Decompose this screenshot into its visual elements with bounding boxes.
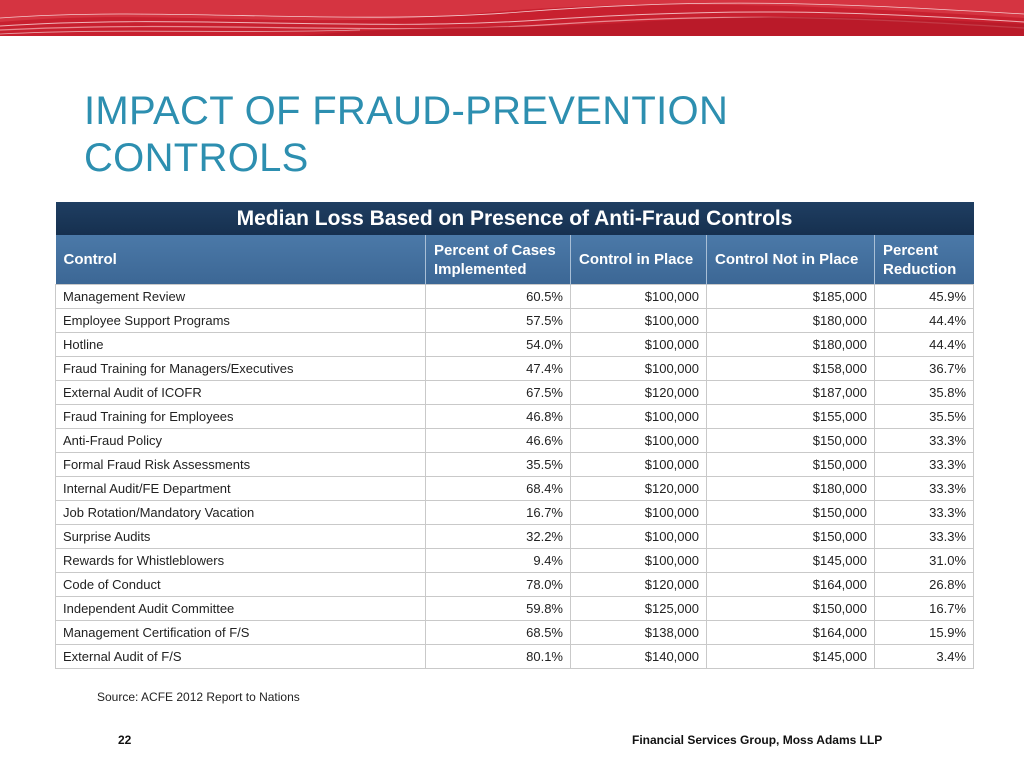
table-row [56,429,974,453]
control-name-cell: Anti-Fraud Policy [56,429,426,453]
slide-title-line-1: IMPACT OF FRAUD-PREVENTION [84,89,729,133]
control-name-cell: Management Certification of F/S [56,621,426,645]
control-name-cell: Surprise Audits [56,525,426,549]
page-number: 22 [118,733,132,747]
percent-cases-cell: 80.1% [426,645,571,669]
control-not-in-place-cell: $150,000 [707,453,875,477]
control-name-cell: Job Rotation/Mandatory Vacation [56,501,426,525]
percent-cases-cell: 16.7% [426,501,571,525]
percent-reduction-cell: 33.3% [875,501,974,525]
control-not-in-place-cell: $150,000 [707,501,875,525]
percent-reduction-cell: 33.3% [875,453,974,477]
control-in-place-cell: $120,000 [571,477,707,501]
column-header-control-not-in-place: Control Not in Place [707,235,875,285]
control-not-in-place-cell: $180,000 [707,477,875,501]
control-name-cell: Code of Conduct [56,573,426,597]
control-name-cell: Independent Audit Committee [56,597,426,621]
percent-cases-cell: 59.8% [426,597,571,621]
percent-cases-cell: 54.0% [426,333,571,357]
table-row [56,357,974,381]
percent-cases-cell: 46.6% [426,429,571,453]
table-row [56,405,974,429]
percent-cases-cell: 32.2% [426,525,571,549]
control-in-place-cell: $100,000 [571,453,707,477]
percent-reduction-cell: 26.8% [875,573,974,597]
control-not-in-place-cell: $180,000 [707,333,875,357]
percent-reduction-cell: 33.3% [875,525,974,549]
anti-fraud-controls-table-container [55,202,973,669]
control-in-place-cell: $100,000 [571,357,707,381]
control-not-in-place-cell: $158,000 [707,357,875,381]
percent-cases-cell: 68.5% [426,621,571,645]
percent-cases-cell: 47.4% [426,357,571,381]
slide-title [84,88,884,182]
table-row [56,645,974,669]
table-row [56,285,974,309]
column-header-percent-cases: Percent of Cases Implemented [426,235,571,285]
control-in-place-cell: $100,000 [571,285,707,309]
table-row [56,573,974,597]
control-name-cell: Fraud Training for Managers/Executives [56,357,426,381]
control-name-cell: External Audit of ICOFR [56,381,426,405]
control-not-in-place-cell: $155,000 [707,405,875,429]
percent-reduction-cell: 35.5% [875,405,974,429]
control-not-in-place-cell: $164,000 [707,621,875,645]
percent-reduction-cell: 35.8% [875,381,974,405]
table-row [56,381,974,405]
table-caption: Median Loss Based on Presence of Anti-Fraud Controls [56,202,974,235]
table-row [56,501,974,525]
percent-cases-cell: 60.5% [426,285,571,309]
control-name-cell: Hotline [56,333,426,357]
control-name-cell: Employee Support Programs [56,309,426,333]
percent-reduction-cell: 3.4% [875,645,974,669]
percent-reduction-cell: 16.7% [875,597,974,621]
table-row [56,621,974,645]
percent-reduction-cell: 31.0% [875,549,974,573]
table-row [56,333,974,357]
percent-reduction-cell: 44.4% [875,309,974,333]
control-in-place-cell: $100,000 [571,309,707,333]
control-not-in-place-cell: $180,000 [707,309,875,333]
control-name-cell: Fraud Training for Employees [56,405,426,429]
control-name-cell: Management Review [56,285,426,309]
percent-cases-cell: 68.4% [426,477,571,501]
table-row [56,309,974,333]
control-not-in-place-cell: $150,000 [707,525,875,549]
percent-reduction-cell: 15.9% [875,621,974,645]
table-row [56,597,974,621]
table-row [56,477,974,501]
control-not-in-place-cell: $150,000 [707,429,875,453]
percent-cases-cell: 78.0% [426,573,571,597]
table-row [56,549,974,573]
control-in-place-cell: $100,000 [571,549,707,573]
decorative-banner [0,0,1024,36]
column-header-control: Control [56,235,426,285]
control-name-cell: Rewards for Whistleblowers [56,549,426,573]
control-not-in-place-cell: $145,000 [707,549,875,573]
control-in-place-cell: $100,000 [571,405,707,429]
control-name-cell: Formal Fraud Risk Assessments [56,453,426,477]
control-not-in-place-cell: $187,000 [707,381,875,405]
footer-company: Financial Services Group, Moss Adams LLP [632,733,883,747]
percent-cases-cell: 35.5% [426,453,571,477]
slide-title-line-2: CONTROLS [84,136,309,180]
control-in-place-cell: $138,000 [571,621,707,645]
control-in-place-cell: $100,000 [571,429,707,453]
percent-reduction-cell: 44.4% [875,333,974,357]
control-in-place-cell: $120,000 [571,573,707,597]
table-header-row [56,235,974,285]
control-in-place-cell: $125,000 [571,597,707,621]
control-in-place-cell: $100,000 [571,333,707,357]
table-body [56,285,974,669]
percent-reduction-cell: 36.7% [875,357,974,381]
control-name-cell: Internal Audit/FE Department [56,477,426,501]
percent-reduction-cell: 45.9% [875,285,974,309]
percent-reduction-cell: 33.3% [875,477,974,501]
control-in-place-cell: $100,000 [571,525,707,549]
control-not-in-place-cell: $150,000 [707,597,875,621]
control-not-in-place-cell: $185,000 [707,285,875,309]
control-not-in-place-cell: $164,000 [707,573,875,597]
column-header-percent-reduction: Percent Reduction [875,235,974,285]
control-in-place-cell: $120,000 [571,381,707,405]
control-name-cell: External Audit of F/S [56,645,426,669]
table-caption-row [56,202,974,235]
percent-cases-cell: 57.5% [426,309,571,333]
table-row [56,453,974,477]
anti-fraud-controls-table [55,202,974,669]
percent-reduction-cell: 33.3% [875,429,974,453]
wave-banner-graphic [0,0,1024,36]
percent-cases-cell: 9.4% [426,549,571,573]
column-header-control-in-place: Control in Place [571,235,707,285]
percent-cases-cell: 67.5% [426,381,571,405]
control-in-place-cell: $100,000 [571,501,707,525]
control-in-place-cell: $140,000 [571,645,707,669]
table-row [56,525,974,549]
percent-cases-cell: 46.8% [426,405,571,429]
control-not-in-place-cell: $145,000 [707,645,875,669]
source-note: Source: ACFE 2012 Report to Nations [97,690,300,704]
